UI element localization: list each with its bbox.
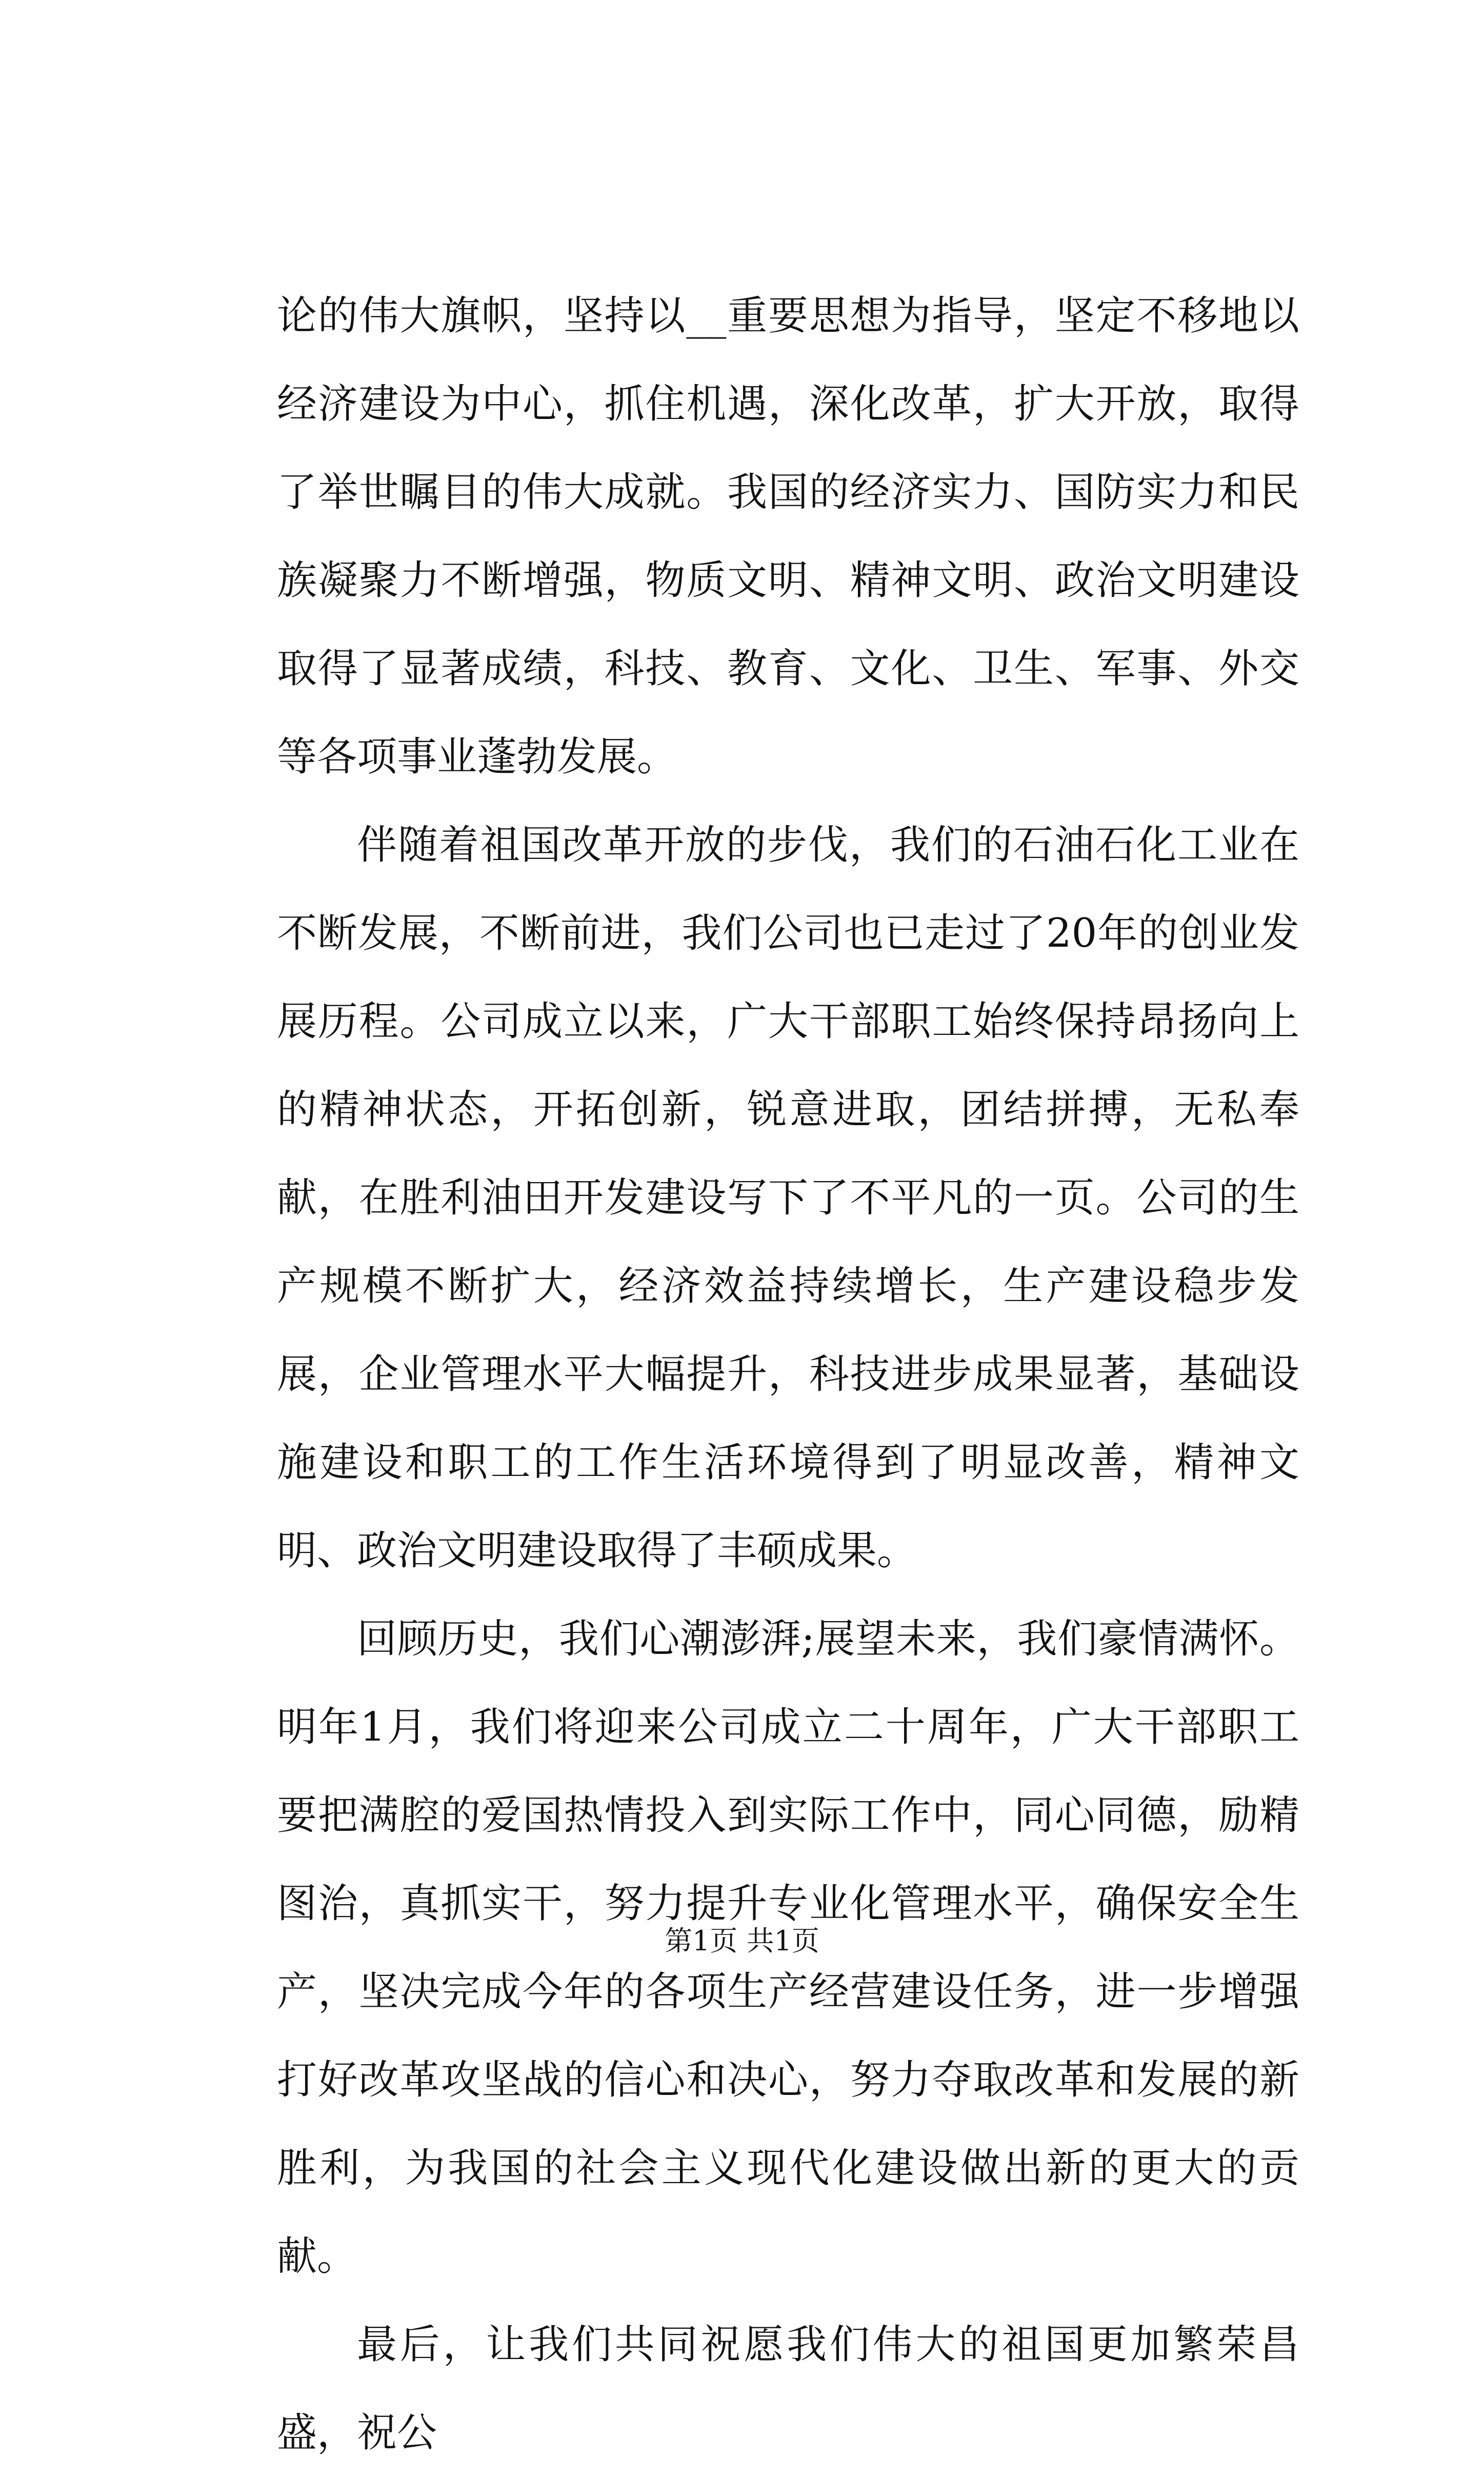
paragraph-closing-wish: 最后，让我们共同祝愿我们伟大的祖国更加繁荣昌盛，祝公 bbox=[277, 2322, 1299, 2456]
document-body bbox=[277, 272, 1299, 2477]
paragraph-company-history: 伴随着祖国改革开放的步伐，我们的石油石化工业在不断发展，不断前进，我们公司也已走过了20年的创业发展历程。公司成立以来，广大干部职工始终保持昂扬向上的精神状态，开拓创新，锐意进取，团结拼搏，无私奉献，在胜利油田开发建设写下了不平凡的一页。公司的生产规模不断扩大，经济效益持续增长，生产建设稳步发展，企业管理水平大幅提升，科技进步成果显著，基础设施建设和职工的工作生活环境得到了明显改善，精神文明、政治文明建设取得了丰硕成果。 bbox=[277, 822, 1299, 1574]
paragraph-future-outlook: 回顾历史，我们心潮澎湃;展望未来，我们豪情满怀。明年1月，我们将迎来公司成立二十周年，广大干部职工要把满腔的爱国热情投入到实际工作中，同心同德，励精图治，真抓实干，努力提升专业化管理水平，确保安全生产，坚决完成今年的各项生产经营建设任务，进一步增强打好改革攻坚战的信心和决心，努力夺取改革和发展的新胜利，为我国的社会主义现代化建设做出新的更大的贡献。 bbox=[277, 1616, 1299, 2280]
page-footer: 第1页 共1页 bbox=[665, 1925, 819, 1957]
paragraph-continuation: 论的伟大旗帜，坚持以__重要思想为指导，坚定不移地以经济建设为中心，抓住机遇，深化改革，扩大开放，取得了举世瞩目的伟大成就。我国的经济实力、国防实力和民族凝聚力不断增强，物质文明、精神文明、政治文明建设取得了显著成绩，科技、教育、文化、卫生、军事、外交等各项事业蓬勃发展。 bbox=[277, 293, 1299, 780]
